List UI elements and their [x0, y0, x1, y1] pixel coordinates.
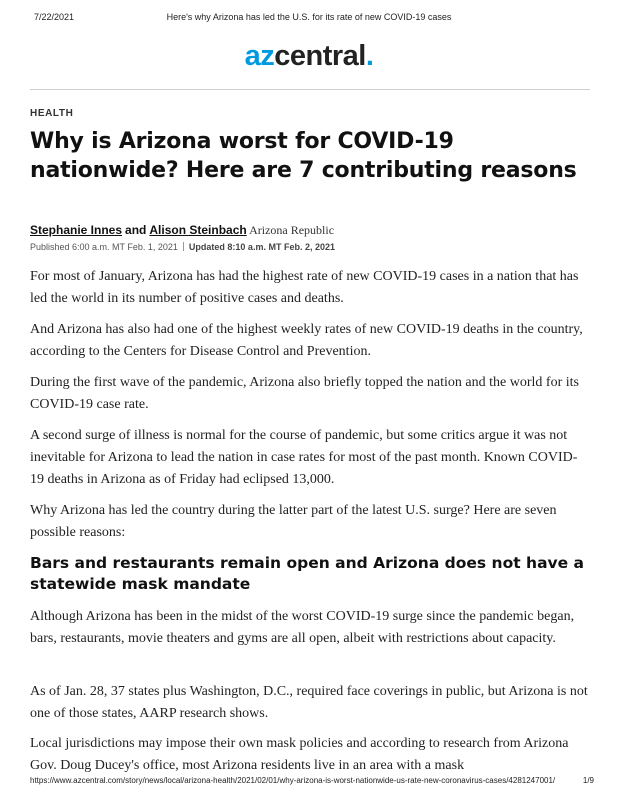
- author-link-1[interactable]: Stephanie Innes: [30, 223, 123, 237]
- logo-az: az: [244, 40, 275, 72]
- dateline-separator: [183, 242, 184, 251]
- logo-central: central: [274, 40, 366, 72]
- print-header: [0, 12, 618, 26]
- paragraph-1: For most of January, Arizona has had the highest rate of new COVID-19 cases in a nation that has led the world in its number of positive cases and deaths.: [30, 269, 579, 306]
- byline-org: Arizona Republic: [249, 223, 335, 237]
- paragraph-8: Local jurisdictions may impose their own mask policies and according to research from Arizona Gov. Doug Ducey's office, most Arizona residents live in an area with a mask: [30, 736, 569, 773]
- print-footer: [0, 776, 618, 788]
- updated-date: Updated 8:10 a.m. MT Feb. 2, 2021: [188, 242, 335, 252]
- section-subhead: Bars and restaurants remain open and Arizona does not have a statewide mask mandate: [30, 554, 585, 593]
- paragraph-7: As of Jan. 28, 37 states plus Washington, D.C., required face coverings in public, but Arizona is not one of those states, AARP research shows.: [30, 684, 588, 721]
- byline: [30, 222, 590, 238]
- paragraph-5: Why Arizona has led the country during the latter part of the latest U.S. surge? Here are seven possible reasons:: [30, 503, 557, 540]
- paragraph-3: During the first wave of the pandemic, Arizona also briefly topped the nation and the world for its COVID-19 case rate.: [30, 375, 579, 412]
- azcentral-logo[interactable]: [0, 38, 618, 74]
- print-date: 7/22/2021: [34, 12, 75, 22]
- dateline: [30, 242, 590, 252]
- page-number: 1/9: [582, 776, 594, 785]
- published-date: Published 6:00 a.m. MT Feb. 1, 2021: [30, 242, 178, 252]
- section-label[interactable]: HEALTH: [30, 108, 74, 119]
- paragraph-2: And Arizona has also had one of the highest weekly rates of new COVID-19 deaths in the country, according to the Centers for Disease Control and Prevention.: [30, 322, 583, 359]
- print-page-title: Here's why Arizona has led the U.S. for its rate of new COVID-19 cases: [166, 12, 452, 22]
- article-headline: Why is Arizona worst for COVID-19 nationwide? Here are 7 contributing reasons: [30, 129, 577, 183]
- author-link-2[interactable]: Alison Steinbach: [149, 223, 247, 237]
- logo-dot: .: [365, 40, 374, 72]
- paragraph-6: Although Arizona has been in the midst of the worst COVID-19 surge since the pandemic began, bars, restaurants, movie theaters and gyms are all open, albeit with restrictions about capacity.: [30, 609, 575, 646]
- header-divider: [30, 89, 590, 90]
- byline-and: and: [125, 223, 147, 237]
- print-url: https://www.azcentral.com/story/news/local/arizona-health/2021/02/01/why-arizona-is-worst-nationwide-us-rate-new-coronavirus-cases/4281247001/: [30, 776, 556, 785]
- paragraph-4: A second surge of illness is normal for the course of pandemic, but some critics argue it was not inevitable for Arizona to lead the nation in case rates for most of the past month. Known COVID-19 deaths in Arizona as of Friday had eclipsed 13,000.: [30, 428, 578, 487]
